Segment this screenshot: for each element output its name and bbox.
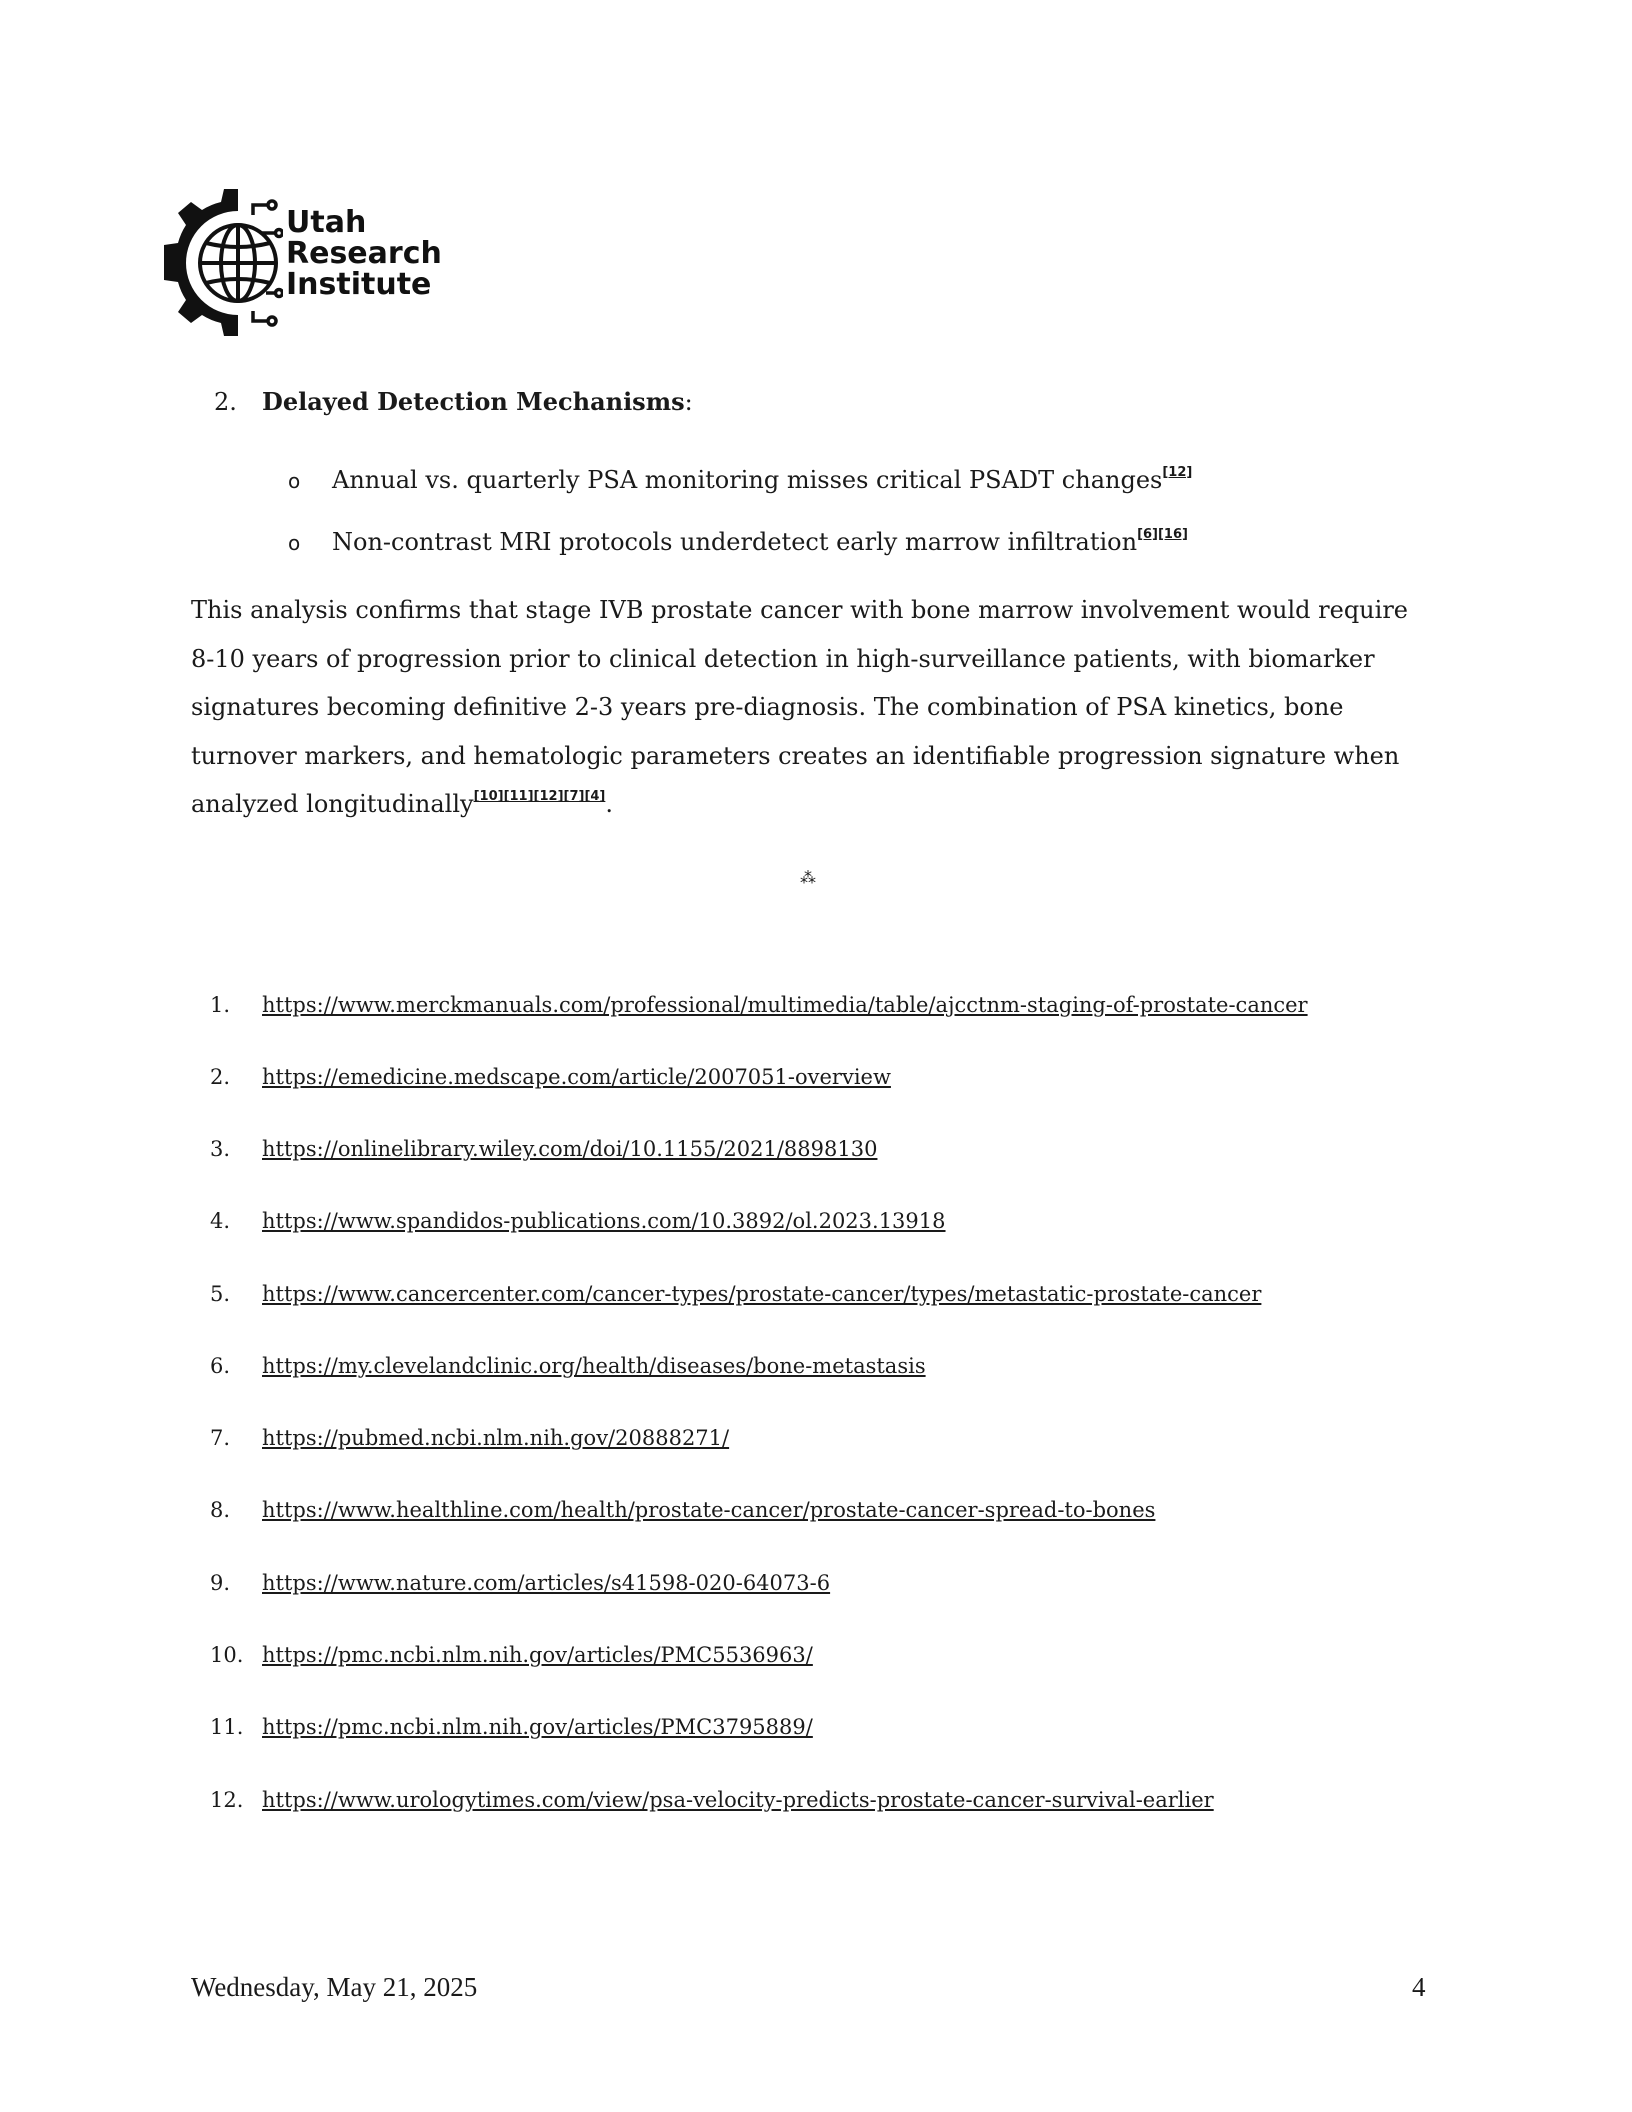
reference-item: [210, 1134, 877, 1164]
reference-link[interactable]: https://pmc.ncbi.nlm.nih.gov/articles/PMC5536963/: [262, 1643, 813, 1667]
paragraph-text: This analysis confirms that stage IVB prostate cancer with bone marrow involvement would require 8-10 years of progression prior to clinical detection in high-surveillance patients, with biomarker signatures becoming definitive 2-3 years pre-diagnosis. The combination of PSA kinetics, bone turnover markers, and hematologic parameters creates an identifiable progression signature when analyzed longitudinally: [191, 596, 1408, 819]
bullet-item: [288, 524, 1188, 561]
logo-wordmark: [286, 207, 442, 300]
logo-line-1: Utah: [286, 205, 367, 240]
bullet-text: Non-contrast MRI protocols underdetect early marrow infiltration: [332, 528, 1138, 556]
citation-link[interactable]: [6][16]: [1137, 527, 1188, 542]
reference-link[interactable]: https://onlinelibrary.wiley.com/doi/10.1155/2021/8898130: [262, 1137, 878, 1161]
reference-item: [210, 1062, 891, 1092]
reference-item: [210, 990, 1308, 1020]
reference-number: 8.: [210, 1498, 231, 1522]
reference-link[interactable]: https://www.nature.com/articles/s41598-020-64073-6: [262, 1571, 831, 1595]
citation-link[interactable]: [12]: [1162, 465, 1193, 480]
reference-number: 6.: [210, 1354, 231, 1378]
gear-globe-circuit-icon: [158, 185, 283, 340]
section-colon: :: [684, 388, 693, 416]
asterism-divider: [790, 868, 830, 898]
reference-item: [210, 1351, 926, 1381]
section-heading: [214, 384, 693, 420]
reference-item: [210, 1640, 813, 1670]
reference-link[interactable]: https://pubmed.ncbi.nlm.nih.gov/20888271/: [262, 1426, 730, 1450]
reference-number: 11.: [210, 1715, 244, 1739]
reference-number: 9.: [210, 1571, 231, 1595]
reference-item: [210, 1206, 946, 1236]
reference-link[interactable]: https://emedicine.medscape.com/article/2007051-overview: [262, 1065, 891, 1089]
reference-link[interactable]: https://www.spandidos-publications.com/10.3892/ol.2023.13918: [262, 1209, 946, 1233]
asterism-glyph: ⁂: [800, 868, 816, 887]
section-title: Delayed Detection Mechanisms: [262, 387, 685, 416]
citation-link[interactable]: [10][11][12][7][4]: [473, 789, 606, 805]
reference-number: 4.: [210, 1209, 231, 1233]
reference-link[interactable]: https://www.cancercenter.com/cancer-types/prostate-cancer/types/metastatic-prostate-cancer: [262, 1282, 1262, 1306]
reference-link[interactable]: https://www.urologytimes.com/view/psa-velocity-predicts-prostate-cancer-survival-earlier: [262, 1788, 1214, 1812]
institute-logo: [158, 185, 448, 340]
reference-item: [210, 1785, 1214, 1815]
logo-line-3: Institute: [286, 267, 432, 302]
reference-number: 5.: [210, 1282, 231, 1306]
bullet-mark: o: [288, 531, 301, 555]
summary-paragraph: [191, 586, 1431, 829]
reference-link[interactable]: https://www.merckmanuals.com/professional/multimedia/table/ajcctnm-staging-of-prostate-cancer: [262, 993, 1308, 1017]
reference-number: 3.: [210, 1137, 231, 1161]
bullet-text: Annual vs. quarterly PSA monitoring misses critical PSADT changes: [332, 466, 1163, 494]
reference-number: 2.: [210, 1065, 231, 1089]
page-number: 4: [1412, 1972, 1426, 2002]
reference-link[interactable]: https://pmc.ncbi.nlm.nih.gov/articles/PMC3795889/: [262, 1715, 813, 1739]
reference-number: 10.: [210, 1643, 244, 1667]
bullet-item: [288, 462, 1192, 499]
bullet-mark: o: [288, 469, 301, 493]
reference-link[interactable]: https://www.healthline.com/health/prostate-cancer/prostate-cancer-spread-to-bones: [262, 1498, 1156, 1522]
section-number: 2.: [214, 388, 237, 416]
footer-date: Wednesday, May 21, 2025: [191, 1972, 478, 2002]
reference-item: [210, 1568, 830, 1598]
reference-number: 7.: [210, 1426, 231, 1450]
reference-item: [210, 1423, 729, 1453]
reference-item: [210, 1495, 1155, 1525]
paragraph-end: .: [605, 790, 614, 819]
reference-item: [210, 1712, 813, 1742]
logo-line-2: Research: [286, 236, 442, 271]
reference-link[interactable]: https://my.clevelandclinic.org/health/diseases/bone-metastasis: [262, 1354, 926, 1378]
reference-number: 1.: [210, 993, 231, 1017]
reference-number: 12.: [210, 1788, 244, 1812]
reference-item: [210, 1279, 1261, 1309]
